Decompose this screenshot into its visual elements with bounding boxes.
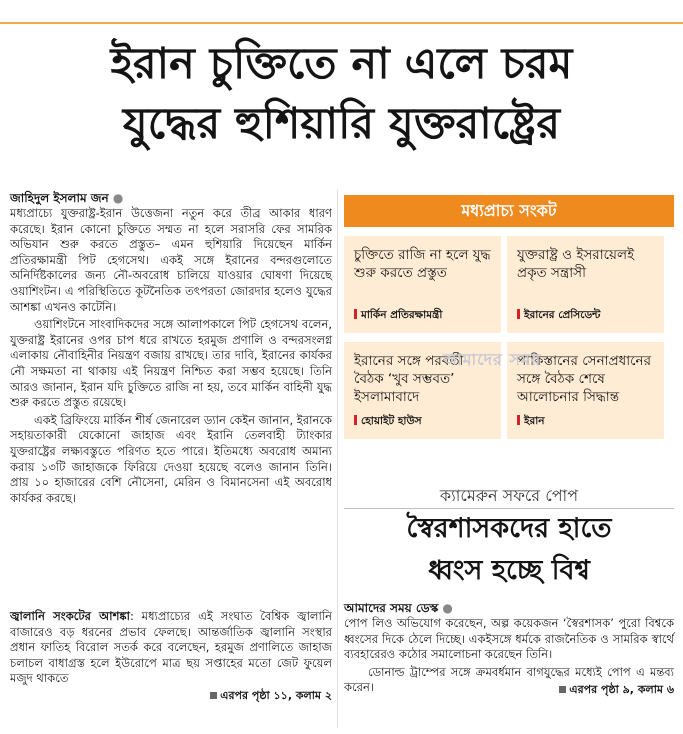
paragraph-4: : মধ্যপ্রাচ্যের এই সংঘাত বৈশ্বিক জ্বালানি বাজারেও বড় ধরনের প্রভাব ফেলছে। আন্তর্জাতিক জ্বালানি সংস্থার প্রধান ফাতিহ বিরোল সতর্ক করে বলেছেন, হরমুজ প্রণালিতে জাহাজ চলাচল বাধাগ্রস্ত হলে ইউরোপে মাত্র ছয় সপ্তাহের মতো জেট ফুয়েল মজুদ থাকতে [10, 609, 332, 686]
main-headline [0, 34, 683, 154]
bullet-icon: ● [442, 601, 453, 615]
square-icon [559, 686, 566, 693]
quote-source [354, 308, 442, 325]
quote-text: চুক্তিতে রাজি না হলে যুদ্ধ শুরু করতে প্রস্তুত [354, 247, 491, 281]
quote-box [344, 236, 501, 333]
red-bar-icon [517, 415, 520, 425]
second-story-body [344, 616, 674, 698]
source-text: ইরান [524, 415, 545, 427]
top-rule [0, 22, 683, 24]
second-headline [344, 508, 674, 592]
byline2-name: আমাদের সময় ডেস্ক [344, 601, 439, 615]
paragraph-3: একই ব্রিফিংয়ে মার্কিন শীর্ষ জেনারেল ড্যান কেইন জানান, ইরানকে সহায়তাকারী যেকোনো জাহাজ এবং ইরানি তেলবাহী ট্যাংকার যুক্তরাষ্ট্রের লক্ষ্যবস্তুতে পরিণত হতে পারে। ইতিমধ্যে অবরোধ অমান্য করায় ১৩টি জাহাজকে ফিরিয়ে দেওয়া হয়েছে বলেও জানান তিনি। প্রায় ১০ হাজারের বেশি নৌসেনা, মেরিন ও বিমানসেনা এই অবরোধ কার্যকর করছে। [10, 412, 332, 505]
headline2-line-1: স্বৈরশাসকদের হাতে [406, 513, 612, 544]
second-story-kicker: ক্যামেরুন সফরে পোপ [439, 486, 579, 505]
headline2-line-2: ধ্বংস হচ্ছে বিশ্ব [428, 555, 590, 586]
sidebar-title: মধ্যপ্রাচ্য সংকট [344, 195, 674, 227]
continued-text: এরপর পৃষ্ঠা ১১, কলাম ২ [220, 688, 332, 702]
paragraph-pope-2: ডোনাল্ড ট্রাম্পের সঙ্গে ক্রমবর্ধমান বাগযুদ্ধের মধ্যেই পোপ এ মন্তব্য করেন। [344, 664, 674, 695]
continued-link[interactable] [10, 688, 332, 704]
continued-text: এরপর পৃষ্ঠা ৯, কলাম ৬ [569, 682, 674, 696]
newspaper-watermark-logo: আমাদের সময় [443, 350, 542, 369]
column-divider [337, 190, 338, 728]
main-story-energy [10, 609, 332, 704]
byline-name: জাহিদুল ইসলাম জন [10, 191, 109, 205]
source-text: হোয়াইট হাউস [361, 415, 422, 427]
paragraph-2: ওয়াশিংটনে সাংবাদিকদের সঙ্গে আলাপকালে পিট হেগসেথ বলেন, যুক্তরাষ্ট্র ইরানের ওপর চাপ ধরে রাখতে হরমুজ প্রণালি ও বন্দরসংলগ্ন এলাকায় নৌবাহিনীর নিয়ন্ত্রণ বজায় রাখছে। তার দাবি, ইরানের কার্যকর নৌ সক্ষমতা না থাকায় এই নিয়ন্ত্রণ নিশ্চিত করা সম্ভব হয়েছে। তিনি আরও জানান, ইরান যদি চুক্তিতে রাজি না হয়, তবে মার্কিন বাহিনী যুদ্ধ শুরু করতে প্রস্তুত রয়েছে। [10, 317, 332, 410]
quote-box [507, 236, 664, 333]
bullet-icon: ● [112, 191, 124, 205]
red-bar-icon [517, 309, 520, 319]
quote-source [354, 414, 422, 431]
quote-text: ইরানের সঙ্গে পরবর্তী বৈঠক ‘খুব সম্ভবত’ ইসলামাবাদে [354, 353, 464, 405]
square-icon [210, 692, 217, 699]
source-text: ইরানের প্রেসিডেন্ট [524, 309, 601, 321]
headline-line-2: যুদ্ধের হুশিয়ারি যুক্তরাষ্ট্রের [122, 99, 561, 149]
quote-text: পাকিস্তানের সেনাপ্রধানের সঙ্গে বৈঠক শেষে আলোচনার সিদ্ধান্ত [517, 353, 652, 405]
quote-source [517, 308, 600, 325]
paragraph-1: মধ্যপ্রাচ্যে যুক্তরাষ্ট্র-ইরান উত্তেজনা নতুন করে তীব্র আকার ধারণ করেছে। ইরান কোনো চুক্তিতে সম্মত না হলে সরাসরি ফের সামরিক অভিযান শুরু করতে প্রস্তুত– এমন হুশিয়ারি দিয়েছেন মার্কিন প্রতিরক্ষামন্ত্রী পিট হেগসেথ। একই সঙ্গে ইরানের বন্দরগুলোতে অনির্দিষ্টকালের জন্য নৌ-অবরোধ চালিয়ে যাওয়ার ঘোষণা দিয়েছে ওয়াশিংটন। এ পরিস্থিতিতে কূটনৈতিক তৎপরতা জোরদার হলেও যুদ্ধের আশঙ্কা এখনও কাটেনি। [10, 206, 332, 314]
red-bar-icon [354, 309, 357, 319]
headline-line-1: ইরান চুক্তিতে না এলে চরম [110, 39, 573, 89]
quote-text: যুক্তরাষ্ট্র ও ইসরায়েলই প্রকৃত সন্ত্রাসী [517, 247, 635, 281]
main-story-body [10, 206, 332, 508]
subhead-energy: জ্বালানি সংকটের আশঙ্কা [10, 609, 130, 623]
paragraph-pope-1: পোপ লিও অভিযোগ করেছেন, অল্প কয়েকজন ‘স্বৈরশাসক’ পুরো বিশ্বকে ধ্বংসের দিকে ঠেলে দিচ্ছে। একইসঙ্গে ধর্মকে রাজনৈতিক ও সামরিক স্বার্থে ব্যবহারেরও কঠোর সমালোচনা করেছেন তিনি। [344, 616, 674, 662]
source-text: মার্কিন প্রতিরক্ষামন্ত্রী [361, 309, 443, 321]
red-bar-icon [354, 415, 357, 425]
quote-source [517, 414, 545, 431]
continued-link[interactable] [344, 682, 674, 698]
